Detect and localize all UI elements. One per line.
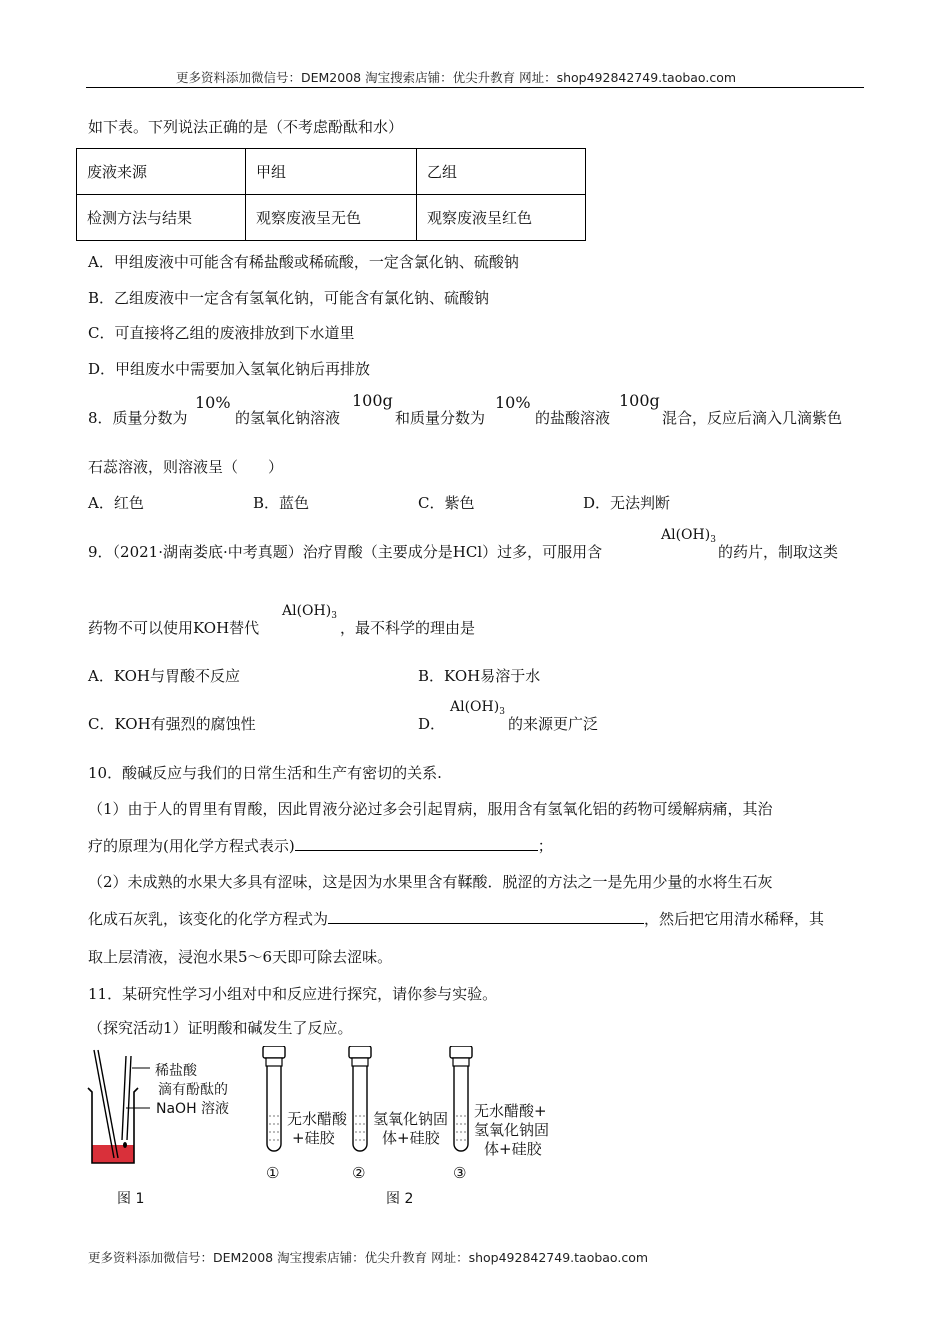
q9-option-a: A．KOH与胃酸不反应 [88, 667, 241, 685]
page-footer: 更多资料添加微信号：DEM2008 淘宝搜索店铺：优尖升教育 网址：shop492842749.taobao.com [88, 1250, 649, 1265]
tube1-label-line1: 无水醋酸 [287, 1110, 348, 1128]
tube3-label-line3: 体+硅胶 [484, 1140, 542, 1158]
q8-option-c: C．紫色 [418, 494, 475, 512]
fig1-label-naoh: NaOH 溶液 [156, 1101, 230, 1117]
q10-part1-line1: （1）由于人的胃里有胃酸，因此胃液分泌过多会引起胃病，服用含有氢氧化铝的药物可缓解病痛，其治 [88, 800, 773, 818]
q10-part2-line1: （2）未成熟的水果大多具有涩味，这是因为水果里含有鞣酸．脱涩的方法之一是先用少量的水将生石灰 [88, 873, 773, 891]
q8-value-3: 10% [495, 393, 531, 412]
q8-text-2: 的氢氧化钠溶液 [235, 409, 341, 427]
q9-text-2: 的药片，制取这类 [718, 543, 839, 561]
table-cell: 观察废液呈无色 [246, 195, 417, 241]
q7-option-b: B．乙组废液中一定含有氢氧化钠，可能含有氯化钠、硫酸钠 [88, 289, 490, 307]
q8-option-a: A．红色 [88, 494, 144, 512]
q9-option-b: B．KOH易溶于水 [418, 667, 541, 685]
fig1-label-acid: 稀盐酸 [155, 1063, 197, 1079]
table-cell: 检测方法与结果 [77, 195, 246, 241]
answer-blank-1[interactable] [295, 836, 538, 851]
page-header: 更多资料添加微信号：DEM2008 淘宝搜索店铺：优尖升教育 网址：shop492842749.taobao.com [176, 70, 737, 85]
tube2-label-line2: 体+硅胶 [382, 1129, 440, 1147]
tube1-label-line2: +硅胶 [292, 1129, 335, 1147]
test-tube-2 [349, 1046, 371, 1151]
drop-icon [123, 1142, 127, 1148]
dropper [122, 1056, 126, 1140]
q8-line-2: 石蕊溶液，则溶液呈（ ） [88, 458, 284, 476]
glass-rod [94, 1050, 114, 1158]
table-cell: 观察废液呈红色 [417, 195, 586, 241]
q9-text-1: 9．（2021·湖南娄底·中考真题）治疗胃酸（主要成分是HCl）过多，可服用含 [88, 543, 603, 561]
q9-option-d-suffix: 的来源更广泛 [508, 715, 599, 733]
q7-intro: 如下表。下列说法正确的是（不考虑酚酞和水） [88, 118, 404, 136]
q9-option-d-prefix: D． [418, 715, 446, 733]
q10-part1-line2: 疗的原理为(用化学方程式表示) ； [88, 837, 553, 855]
table-row [77, 195, 586, 241]
q11-activity: （探究活动1）证明酸和碱发生了反应。 [88, 1019, 353, 1037]
q9-formula-3: $Al(OH)_3$ [450, 699, 505, 717]
table-cell: 乙组 [417, 149, 586, 195]
q7-option-d: D．甲组废水中需要加入氢氧化钠后再排放 [88, 360, 371, 378]
q8-value-1: 10% [195, 393, 231, 412]
q8-option-d: D．无法判断 [583, 494, 671, 512]
test-tube-3 [450, 1046, 472, 1151]
q9-option-c: C．KOH有强烈的腐蚀性 [88, 715, 256, 733]
tube3-label-line1: 无水醋酸+ [474, 1102, 547, 1120]
figure-2-tubes [258, 1046, 478, 1162]
q7-option-a: A．甲组废液中可能含有稀盐酸或稀硫酸，一定含氯化钠、硫酸钠 [88, 253, 519, 271]
q9-formula-1: $Al(OH)_3$ [661, 527, 716, 545]
tube1-number: ① [266, 1164, 280, 1182]
table-cell: 废液来源 [77, 149, 246, 195]
waste-table [76, 148, 586, 241]
test-tube-1 [263, 1046, 285, 1151]
q7-option-c: C．可直接将乙组的废液排放到下水道里 [88, 324, 355, 342]
answer-blank-2[interactable] [328, 909, 644, 924]
q8-text-5: 混合，反应后滴入几滴紫色 [662, 409, 843, 427]
q10-title: 10．酸碱反应与我们的日常生活和生产有密切的关系. [88, 764, 442, 782]
fig1-label-indicator: 滴有酚酞的 [158, 1082, 228, 1098]
q10-part2-line2: 化成石灰乳，该变化的化学方程式为 ，然后把它用清水稀释，其 [88, 910, 825, 928]
q8-value-2: 100g [352, 391, 393, 410]
fig2-caption: 图 2 [386, 1191, 414, 1207]
q8-option-b: B．蓝色 [253, 494, 310, 512]
tube3-label-line2: 氢氧化钠固 [474, 1121, 550, 1139]
tube2-number: ② [352, 1164, 366, 1182]
table-row [77, 149, 586, 195]
tube3-number: ③ [453, 1164, 467, 1182]
q11-title: 11．某研究性学习小组对中和反应进行探究，请你参与实验。 [88, 985, 498, 1003]
fig1-caption: 图 1 [117, 1191, 145, 1207]
tube2-label-line1: 氢氧化钠固 [373, 1110, 449, 1128]
q9-text-4: ，最不科学的理由是 [340, 619, 476, 637]
q10-part2-line3: 取上层清液，浸泡水果5～6天即可除去涩味。 [88, 948, 393, 966]
q8-text-3: 和质量分数为 [395, 409, 486, 427]
q8-text-1: 8．质量分数为 [88, 409, 188, 427]
table-cell: 甲组 [246, 149, 417, 195]
q9-formula-2: $Al(OH)_3$ [282, 603, 337, 621]
q9-text-3: 药物不可以使用KOH替代 [88, 619, 260, 637]
q8-text-4: 的盐酸溶液 [535, 409, 611, 427]
q8-value-4: 100g [619, 391, 660, 410]
header-rule [86, 87, 864, 88]
